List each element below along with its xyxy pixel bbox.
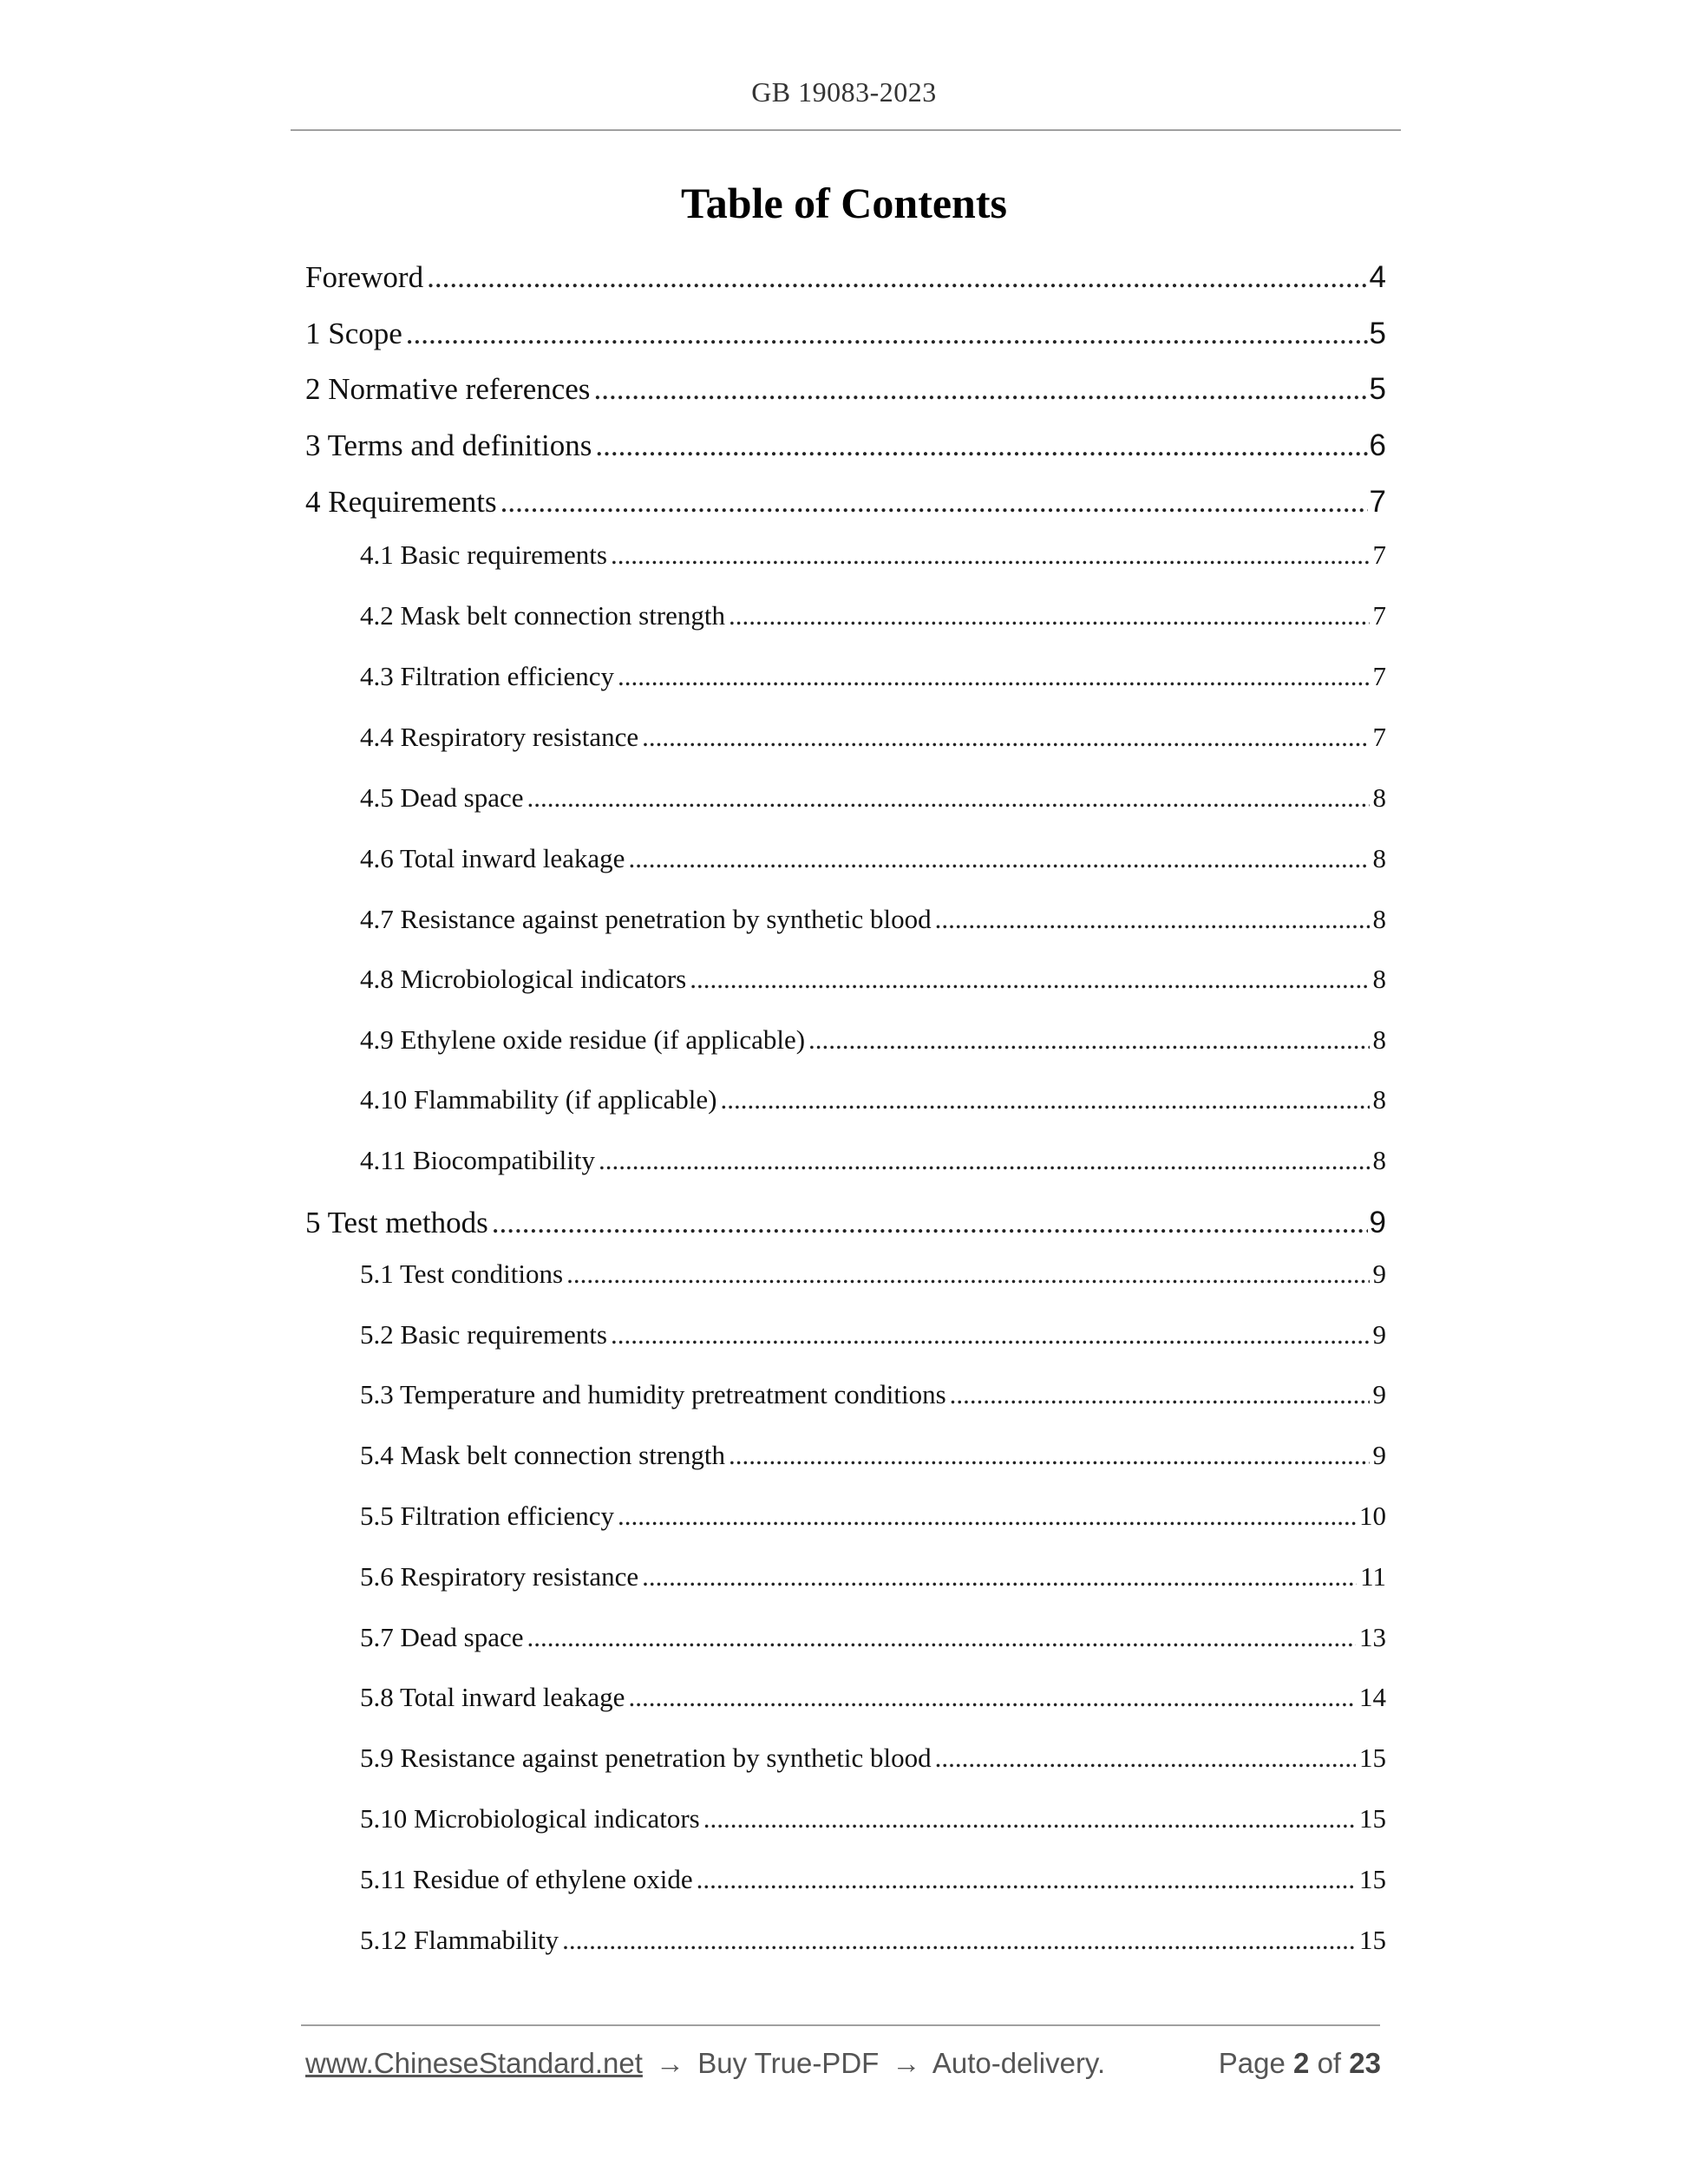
toc-entry-page: 9 — [1372, 1259, 1386, 1289]
document-code: GB 19083-2023 — [751, 76, 937, 108]
dot-leader — [697, 1864, 1356, 1895]
toc-entry-label: 1 Scope — [305, 317, 402, 350]
arrow-right-icon: → — [656, 2047, 685, 2079]
toc-entry-label: 4.10 Flammability (if applicable) — [360, 1084, 717, 1115]
toc-entry[interactable] — [360, 1561, 1386, 1598]
toc-entry[interactable] — [360, 600, 1386, 637]
toc-entry-label: 4.1 Basic requirements — [360, 539, 607, 570]
toc-entry-label: 4.7 Resistance against penetration by synthetic blood — [360, 904, 932, 934]
dot-leader — [593, 372, 1367, 407]
toc-entry[interactable] — [360, 1501, 1386, 1537]
dot-leader — [729, 600, 1370, 631]
toc-entry-label: 5.11 Residue of ethylene oxide — [360, 1864, 693, 1894]
page-of: of — [1317, 2047, 1342, 2079]
toc-entry-page: 9 — [1372, 1440, 1386, 1470]
toc-entry-label: 5 Test methods — [305, 1206, 488, 1239]
toc-entry-page: 7 — [1372, 722, 1386, 752]
toc-entry[interactable] — [360, 1622, 1386, 1658]
toc-entry[interactable] — [305, 372, 1386, 412]
toc-entry-page: 7 — [1372, 600, 1386, 631]
dot-leader — [729, 1440, 1370, 1471]
dot-leader — [611, 1319, 1370, 1350]
toc-entry-label: 2 Normative references — [305, 372, 591, 406]
dot-leader — [501, 485, 1368, 520]
dot-leader — [566, 1259, 1369, 1290]
toc-entry-page: 8 — [1372, 782, 1386, 813]
page-total: 23 — [1349, 2047, 1381, 2079]
dot-leader — [618, 661, 1370, 692]
dot-leader — [642, 1561, 1357, 1592]
toc-entry[interactable] — [305, 1206, 1386, 1246]
toc-entry-page: 10 — [1359, 1501, 1386, 1531]
toc-entry[interactable] — [360, 539, 1386, 576]
toc-entry-page: 6 — [1369, 428, 1386, 462]
toc-entry-label: 5.9 Resistance against penetration by synthetic blood — [360, 1743, 932, 1773]
toc-entry-label: 4.4 Respiratory resistance — [360, 722, 639, 752]
toc-entry-label: 4.8 Microbiological indicators — [360, 964, 687, 994]
toc-entry-page: 8 — [1372, 1024, 1386, 1055]
toc-entry-label: 5.1 Test conditions — [360, 1259, 564, 1289]
toc-entry-page: 11 — [1360, 1561, 1386, 1592]
dot-leader — [950, 1379, 1370, 1410]
toc-entry-page: 8 — [1372, 964, 1386, 994]
toc-entry-page: 8 — [1372, 1145, 1386, 1175]
toc-entry[interactable] — [360, 1145, 1386, 1181]
toc-entry-label: 5.10 Microbiological indicators — [360, 1803, 700, 1834]
toc-entry-page: 15 — [1359, 1864, 1386, 1894]
dot-leader — [703, 1803, 1356, 1834]
dot-leader — [611, 539, 1370, 571]
dot-leader — [527, 1622, 1357, 1653]
toc-entry-label: 4.2 Mask belt connection strength — [360, 600, 725, 631]
toc-entry-page: 9 — [1372, 1319, 1386, 1350]
toc-entry-label: 4.5 Dead space — [360, 782, 524, 813]
toc-entry-label: 4.3 Filtration efficiency — [360, 661, 614, 691]
toc-entry[interactable] — [360, 1084, 1386, 1121]
toc-entry[interactable] — [360, 661, 1386, 697]
toc-entry-page: 9 — [1369, 1206, 1386, 1239]
toc-entry-label: 5.4 Mask belt connection strength — [360, 1440, 725, 1470]
page-prefix: Page — [1218, 2047, 1286, 2079]
page-footer — [305, 2047, 1381, 2080]
toc-entry[interactable] — [360, 722, 1386, 758]
dot-leader — [599, 1145, 1370, 1176]
toc-entry[interactable] — [360, 1319, 1386, 1356]
dot-leader — [721, 1084, 1370, 1115]
toc-entry[interactable] — [360, 1743, 1386, 1779]
toc-entry[interactable] — [360, 964, 1386, 1000]
website-link[interactable]: www.ChineseStandard.net — [305, 2047, 643, 2079]
dot-leader — [527, 782, 1370, 814]
dot-leader — [628, 1682, 1356, 1713]
toc-entry-page: 14 — [1359, 1682, 1386, 1712]
toc-entry-label: 5.7 Dead space — [360, 1622, 524, 1652]
toc-entry-label: 5.12 Flammability — [360, 1925, 559, 1955]
toc-entry-page: 15 — [1359, 1743, 1386, 1773]
toc-entry-page: 15 — [1359, 1803, 1386, 1834]
toc-entry-page: 5 — [1369, 372, 1386, 406]
toc-entry-label: 5.8 Total inward leakage — [360, 1682, 625, 1712]
page-indicator — [1219, 2047, 1381, 2080]
dot-leader — [618, 1501, 1356, 1532]
toc-entry-label: 4.9 Ethylene oxide residue (if applicable) — [360, 1024, 806, 1055]
toc-entry-page: 13 — [1359, 1622, 1386, 1652]
page-current: 2 — [1293, 2047, 1310, 2079]
dot-leader — [406, 317, 1368, 351]
page-title: Table of Contents — [681, 179, 1007, 227]
buy-text: Buy True-PDF — [697, 2047, 880, 2079]
toc-entry[interactable] — [360, 1682, 1386, 1718]
toc-entry-label: 5.2 Basic requirements — [360, 1319, 607, 1350]
dot-leader — [492, 1206, 1368, 1240]
dot-leader — [808, 1024, 1369, 1056]
toc-entry-label: 4 Requirements — [305, 485, 497, 519]
toc-entry-label: 4.11 Biocompatibility — [360, 1145, 595, 1175]
toc-entry-page: 7 — [1372, 661, 1386, 691]
arrow-right-icon: → — [892, 2047, 921, 2079]
toc-entry[interactable] — [305, 428, 1386, 468]
delivery-text: Auto-delivery. — [932, 2047, 1106, 2079]
toc-entry[interactable] — [360, 782, 1386, 819]
toc-entry-label: 5.6 Respiratory resistance — [360, 1561, 639, 1592]
dot-leader — [642, 722, 1369, 753]
toc-entry-page: 8 — [1372, 904, 1386, 934]
dot-leader — [562, 1925, 1356, 1956]
toc-entry-page: 4 — [1369, 260, 1386, 294]
toc-entry-page: 9 — [1372, 1379, 1386, 1409]
toc-entry[interactable] — [305, 317, 1386, 356]
toc-entry-page: 15 — [1359, 1925, 1386, 1955]
toc-entry[interactable] — [360, 1379, 1386, 1416]
dot-leader — [935, 1743, 1356, 1774]
toc-entry-page: 8 — [1372, 843, 1386, 873]
toc-entry[interactable] — [360, 904, 1386, 940]
toc-entry[interactable] — [305, 260, 1386, 300]
dot-leader — [595, 428, 1367, 463]
toc-entry[interactable] — [360, 1803, 1386, 1840]
toc-entry[interactable] — [360, 1864, 1386, 1900]
toc-entry-label: 5.5 Filtration efficiency — [360, 1501, 614, 1531]
toc-entry[interactable] — [360, 1024, 1386, 1061]
dot-leader — [628, 843, 1369, 874]
toc-entry-page: 5 — [1369, 317, 1386, 350]
toc-entry-page: 8 — [1372, 1084, 1386, 1115]
toc-entry[interactable] — [360, 1259, 1386, 1295]
dot-leader — [427, 260, 1367, 295]
dot-leader — [935, 904, 1370, 935]
toc-entry-label: 5.3 Temperature and humidity pretreatment conditions — [360, 1379, 946, 1409]
header-divider — [291, 129, 1401, 131]
toc-entry-page: 7 — [1372, 539, 1386, 570]
dot-leader — [690, 964, 1369, 995]
footer-divider — [301, 2024, 1380, 2026]
footer-promo — [305, 2047, 1105, 2080]
toc-entry[interactable] — [360, 843, 1386, 879]
toc-entry[interactable] — [360, 1925, 1386, 1961]
toc-entry[interactable] — [360, 1440, 1386, 1476]
toc-entry-label: 4.6 Total inward leakage — [360, 843, 625, 873]
toc-entry-page: 7 — [1369, 485, 1386, 519]
toc-entry-label: Foreword — [305, 260, 424, 294]
toc-entry[interactable] — [305, 485, 1386, 525]
toc-entry-label: 3 Terms and definitions — [305, 428, 592, 462]
